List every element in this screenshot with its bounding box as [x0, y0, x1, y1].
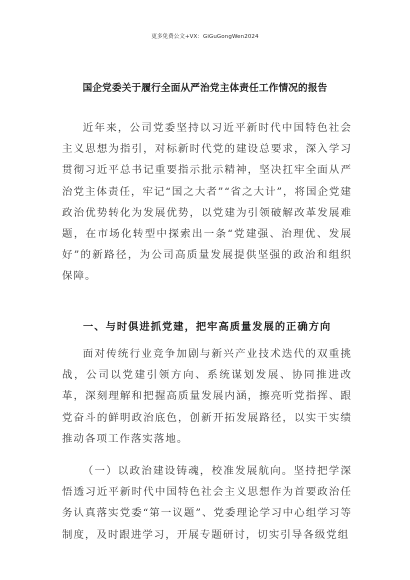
- document-title: 国企党委关于履行全面从严治党主体责任工作情况的报告: [82, 83, 328, 94]
- section-1-paragraph: 面对传统行业竞争加剧与新兴产业技术迭代的双重挑战，公司以党建引领方向、系统谋划发展、协同推进改革，深刻理解和把握高质量发展内涵，擦亮听党指挥、跟党奋斗的鲜明政治底色，创新开拓发展路径，以实干实绩推动各项工作落实落地。: [62, 348, 352, 445]
- header-note: 更多免费公文+VX：GiGuGongWen2024: [151, 34, 259, 40]
- section-1-item-1-paragraph: （一）以政治建设铸魂，校准发展航向。坚持把学深悟透习近平新时代中国特色社会主义思想作为首要政治任务认真落实党委“第一议题”、党委理论学习中心组学习等制度，及时跟进学习，开展专题研讨，切实引导各级党组: [62, 465, 352, 541]
- intro-paragraph: 近年来，公司党委坚持以习近平新时代中国特色社会主义思想为指引，对标新时代党的建设总要求，深入学习贯彻习近平总书记重要指示批示精神，坚决扛牢全面从严治党主体责任，牢记“国之大者”“省之大计”，将国企党建政治优势转化为发展优势，以党建为引领破解改革发展难题，在市场化转型中探索出一条“党建强、治理优、发展好”的新路径，为公司高质量发展提供坚强的政治和组织保障。: [62, 122, 352, 283]
- section-heading-1: 一、与时俱进抓党建，把牢高质量发展的正确方向: [83, 321, 332, 333]
